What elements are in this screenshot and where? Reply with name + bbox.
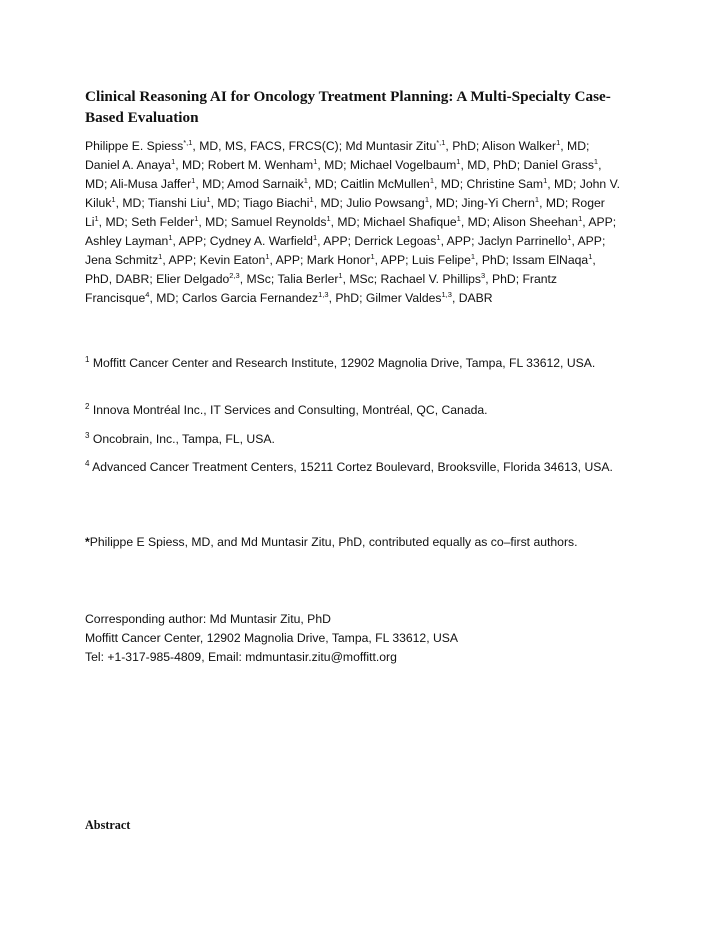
author-entry: Tianshi Liu$^1$, MD; bbox=[147, 194, 243, 210]
author-affiliation-marker: 1 bbox=[436, 232, 441, 242]
author-degrees: PhD bbox=[481, 253, 506, 267]
author-name: Jaclyn Parrinello bbox=[477, 234, 568, 248]
affiliation-2-number: 2 bbox=[85, 401, 90, 411]
author-name: Alison Walker bbox=[482, 139, 557, 153]
author-name: Elier Delgado bbox=[156, 272, 230, 286]
author-affiliation-marker: *,1 bbox=[436, 137, 446, 147]
author-entry: Rachael V. Phillips$^3$, PhD; bbox=[380, 270, 523, 286]
author-entry: Seth Felder$^1$, MD; bbox=[131, 213, 231, 229]
affiliation-4-number: 4 bbox=[85, 458, 90, 468]
author-entry: Michael Shafique$^1$, MD; bbox=[363, 213, 493, 229]
author-degrees: MSc bbox=[349, 272, 374, 286]
author-affiliation-marker: 3 bbox=[481, 270, 486, 280]
author-degrees: MD bbox=[85, 177, 104, 191]
author-name: Seth Felder bbox=[131, 215, 195, 229]
author-affiliation-marker: 1 bbox=[456, 213, 461, 223]
author-name: Rachael V. Phillips bbox=[380, 272, 482, 286]
author-entry: Philippe E. Spiess$^{*,1}$, MD, MS, FACS, FRCS(C); bbox=[85, 137, 346, 153]
author-name: Talia Berler bbox=[277, 272, 339, 286]
author-name: Michael Shafique bbox=[363, 215, 457, 229]
corresponding-author-contact: Tel: +1-317-985-4809, Email: mdmuntasir.zitu@moffitt.org bbox=[85, 650, 397, 664]
author-name: Ashley Layman bbox=[85, 234, 169, 248]
author-name: Luis Felipe bbox=[411, 253, 471, 267]
author-name: John V. Kiluk bbox=[85, 177, 620, 210]
author-name: Samuel Reynolds bbox=[230, 215, 327, 229]
affiliation-1-number: 1 bbox=[85, 354, 90, 364]
author-degrees: MD bbox=[324, 158, 344, 172]
author-affiliation-marker: 1 bbox=[94, 213, 99, 223]
author-degrees: MD bbox=[217, 196, 237, 210]
author-entry: Kevin Eaton$^1$, APP; bbox=[199, 251, 307, 267]
author-affiliation-marker: 1 bbox=[429, 175, 434, 185]
contribution-note-text: Philippe E Spiess, MD, and Md Muntasir Zitu, PhD, contributed equally as co–first authors. bbox=[89, 535, 578, 549]
affiliation-4-text: Advanced Cancer Treatment Centers, 15211 Cortez Boulevard, Brooksville, Florida 34613, USA. bbox=[92, 460, 613, 474]
author-affiliation-marker: 1 bbox=[168, 232, 173, 242]
author-name: Mark Honor bbox=[306, 253, 371, 267]
paper-title: Clinical Reasoning AI for Oncology Treatment Planning: A Multi-Specialty Case-Based Evaluation bbox=[85, 88, 611, 126]
affiliation-1 bbox=[85, 354, 625, 373]
abstract-heading: Abstract bbox=[85, 818, 131, 832]
author-name: Issam ElNaqa bbox=[512, 253, 589, 267]
author-affiliation-marker: 1 bbox=[171, 156, 176, 166]
author-name: Ali-Musa Jaffer bbox=[110, 177, 192, 191]
author-entry: Ali-Musa Jaffer$^1$, MD; bbox=[110, 175, 228, 191]
author-affiliation-marker: 1 bbox=[206, 194, 211, 204]
author-degrees: PhD bbox=[491, 272, 516, 286]
author-affiliation-marker: 1 bbox=[456, 156, 461, 166]
author-entry: Amod Sarnaik$^1$, MD; bbox=[227, 175, 341, 191]
author-affiliation-marker: 1 bbox=[370, 251, 375, 261]
affiliation-1-text: Moffitt Cancer Center and Research Institute, 12902 Magnolia Drive, Tampa, FL 33612, USA. bbox=[92, 356, 596, 370]
author-degrees: MD bbox=[567, 139, 587, 153]
author-affiliation-marker: 1 bbox=[309, 194, 314, 204]
author-affiliation-marker: 1 bbox=[543, 175, 548, 185]
author-degrees: APP bbox=[323, 234, 348, 248]
author-degrees: APP bbox=[380, 253, 406, 267]
corresponding-author-name: Corresponding author: Md Muntasir Zitu, PhD bbox=[85, 612, 331, 626]
author-degrees: APP bbox=[275, 253, 301, 267]
author-degrees: APP bbox=[588, 215, 613, 229]
author-degrees: PhD bbox=[452, 139, 476, 153]
affiliation-4 bbox=[85, 458, 625, 477]
author-degrees: APP bbox=[577, 234, 602, 248]
author-affiliation-marker: 1 bbox=[338, 270, 343, 280]
author-entry: Md Muntasir Zitu$^{*,1}$, PhD; bbox=[345, 137, 483, 153]
author-affiliation-marker: 1 bbox=[470, 251, 476, 261]
author-entry: Daniel A. Anaya$^1$, MD; bbox=[85, 156, 208, 172]
affiliation-2 bbox=[85, 401, 625, 420]
author-name: Julio Powsang bbox=[346, 196, 425, 210]
author-name: Amod Sarnaik bbox=[227, 177, 304, 191]
author-affiliation-marker: 1 bbox=[303, 175, 308, 185]
author-name: Philippe E. Spiess bbox=[85, 139, 184, 153]
author-degrees: PhD bbox=[335, 291, 360, 305]
author-entry: Jena Schmitz$^1$, APP; bbox=[85, 251, 200, 267]
author-affiliation-marker: 2,3 bbox=[229, 270, 240, 280]
contribution-note bbox=[85, 533, 625, 552]
author-name: Michael Vogelbaum bbox=[349, 158, 457, 172]
author-entry: Elier Delgado$^{2,3}$, MSc; bbox=[156, 270, 278, 286]
author-name: Kevin Eaton bbox=[199, 253, 266, 267]
author-entry: Carlos Garcia Fernandez$^{1,3}$, PhD; bbox=[182, 289, 366, 305]
author-degrees: MD bbox=[314, 177, 334, 191]
contribution-note-marker: * bbox=[85, 535, 90, 549]
author-affiliation-marker: 4 bbox=[145, 289, 150, 299]
author-name: Derrick Legoas bbox=[354, 234, 437, 248]
author-affiliation-marker: 1 bbox=[578, 213, 583, 223]
author-entry: Robert M. Wenham$^1$, MD; bbox=[207, 156, 350, 172]
author-degrees: APP bbox=[446, 234, 472, 248]
author-name: Robert M. Wenham bbox=[207, 158, 314, 172]
author-affiliation-marker: 1 bbox=[588, 251, 593, 261]
author-degrees: MD bbox=[205, 215, 225, 229]
author-entry: John V. Kiluk$^1$, MD; bbox=[85, 177, 620, 210]
author-name: Alison Sheehan bbox=[492, 215, 579, 229]
author-degrees: APP bbox=[168, 253, 193, 267]
author-entry: Issam ElNaqa$^1$, PhD, DABR; bbox=[85, 251, 596, 286]
author-affiliation-marker: 1 bbox=[265, 251, 270, 261]
author-degrees: APP bbox=[178, 234, 203, 248]
author-entry: Talia Berler$^1$, MSc; bbox=[277, 270, 381, 286]
corresponding-author-address: Moffitt Cancer Center, 12902 Magnolia Drive, Tampa, FL 33612, USA bbox=[85, 631, 459, 645]
author-affiliation-marker: 1,3 bbox=[441, 289, 452, 299]
author-entry: Jaclyn Parrinello$^1$, APP; bbox=[477, 232, 606, 248]
author-degrees: MD bbox=[554, 177, 573, 191]
author-affiliation-marker: 1 bbox=[556, 137, 561, 147]
author-degrees: MD bbox=[122, 196, 142, 210]
author-affiliation-marker: *,1 bbox=[183, 137, 193, 147]
author-name: Jing-Yi Chern bbox=[461, 196, 535, 210]
author-affiliation-marker: 1 bbox=[313, 156, 318, 166]
author-entry: Frantz Francisque$^4$, MD; bbox=[85, 272, 558, 305]
author-degrees: MD bbox=[440, 177, 460, 191]
author-entry: Jing-Yi Chern$^1$, MD; bbox=[461, 194, 572, 210]
author-name: Jena Schmitz bbox=[85, 253, 159, 267]
author-entry: Ashley Layman$^1$, APP; bbox=[85, 232, 210, 248]
author-name: Caitlin McMullen bbox=[340, 177, 430, 191]
author-degrees: MD bbox=[545, 196, 565, 210]
author-name: Daniel A. Anaya bbox=[85, 158, 172, 172]
author-degrees: MD bbox=[467, 215, 487, 229]
author-name: Tiago Biachi bbox=[242, 196, 310, 210]
author-name: Roger Li bbox=[85, 196, 605, 229]
author-name: Daniel Grass bbox=[523, 158, 594, 172]
author-entry: Luis Felipe$^1$, PhD; bbox=[411, 251, 513, 267]
affiliation-2-text: Innova Montréal Inc., IT Services and Consulting, Montréal, QC, Canada. bbox=[92, 403, 488, 417]
author-degrees: PhD, DABR bbox=[85, 272, 150, 286]
author-name: Md Muntasir Zitu bbox=[345, 139, 437, 153]
author-degrees: MD bbox=[156, 291, 176, 305]
author-entry: Julio Powsang$^1$, MD; bbox=[346, 194, 462, 210]
author-name: Cydney A. Warfield bbox=[209, 234, 313, 248]
affiliation-3 bbox=[85, 430, 625, 449]
author-degrees: MD bbox=[202, 177, 222, 191]
author-entry: Alison Walker$^1$, MD; bbox=[482, 137, 590, 153]
author-affiliation-marker: 1 bbox=[194, 213, 199, 223]
author-affiliation-marker: 1,3 bbox=[318, 289, 329, 299]
author-entry: Christine Sam$^1$, MD; bbox=[466, 175, 580, 191]
author-degrees: MD, PhD bbox=[467, 158, 517, 172]
affiliation-3-text: Oncobrain, Inc., Tampa, FL, USA. bbox=[92, 432, 275, 446]
author-degrees: MSc bbox=[246, 272, 271, 286]
author-degrees: MD bbox=[182, 158, 201, 172]
author-affiliation-marker: 1 bbox=[111, 194, 116, 204]
author-affiliation-marker: 1 bbox=[593, 156, 599, 166]
author-affiliation-marker: 1 bbox=[534, 194, 540, 204]
author-affiliation-marker: 1 bbox=[567, 232, 572, 242]
author-entry: Tiago Biachi$^1$, MD; bbox=[242, 194, 347, 210]
author-affiliation-marker: 1 bbox=[191, 175, 196, 185]
author-degrees: DABR bbox=[458, 291, 493, 305]
affiliation-3-number: 3 bbox=[85, 430, 90, 440]
author-entry: Derrick Legoas$^1$, APP; bbox=[354, 232, 478, 248]
author-entry: Mark Honor$^1$, APP; bbox=[306, 251, 412, 267]
author-entry: Roger Li$^1$, MD; bbox=[85, 196, 605, 229]
author-entry: Cydney A. Warfield$^1$, APP; bbox=[209, 232, 355, 248]
author-name: Carlos Garcia Fernandez bbox=[182, 291, 319, 305]
author-affiliation-marker: 1 bbox=[424, 194, 429, 204]
author-entry: Caitlin McMullen$^1$, MD; bbox=[340, 175, 467, 191]
author-degrees: MD, MS, FACS, FRCS(C) bbox=[199, 139, 339, 153]
author-degrees: MD bbox=[435, 196, 455, 210]
author-degrees: MD bbox=[105, 215, 125, 229]
corresponding-author-block bbox=[85, 610, 625, 667]
author-name: Tianshi Liu bbox=[147, 196, 207, 210]
author-entry: Alison Sheehan$^1$, APP; bbox=[492, 213, 617, 229]
author-entry: Samuel Reynolds$^1$, MD; bbox=[230, 213, 364, 229]
author-affiliation-marker: 1 bbox=[312, 232, 318, 242]
author-entry: Gilmer Valdes$^{1,3}$, DABR bbox=[365, 289, 493, 305]
author-degrees: MD bbox=[337, 215, 357, 229]
author-degrees: MD bbox=[320, 196, 340, 210]
author-name: Frantz Francisque bbox=[85, 272, 558, 305]
author-name: Christine Sam bbox=[466, 177, 544, 191]
author-affiliation-marker: 1 bbox=[158, 251, 163, 261]
author-entry: Daniel Grass$^1$, MD; bbox=[85, 156, 602, 191]
author-affiliation-marker: 1 bbox=[326, 213, 331, 223]
author-name: Gilmer Valdes bbox=[365, 291, 442, 305]
author-entry: Michael Vogelbaum$^1$, MD, PhD; bbox=[349, 156, 524, 172]
author-list bbox=[85, 137, 625, 308]
